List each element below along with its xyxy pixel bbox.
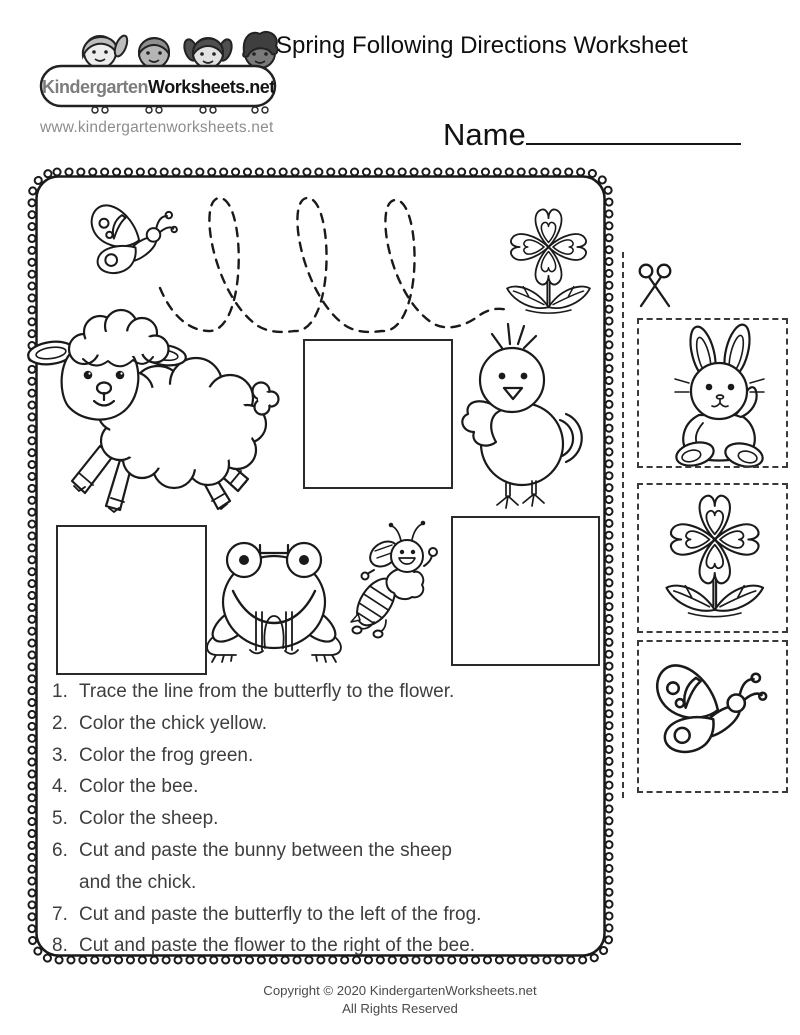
scissors-icon bbox=[640, 265, 671, 306]
instruction-item-8: 8. Cut and paste the flower to the right of the bee. bbox=[52, 935, 476, 957]
logo-text-kindergarten: Kindergarten bbox=[42, 77, 149, 97]
name-row bbox=[443, 112, 741, 153]
paste-box-right bbox=[451, 516, 600, 666]
instruction-item-2: 2. Color the chick yellow. bbox=[52, 712, 267, 734]
instruction-item-6: 6. Cut and paste the bunny between the sheep and the chick. bbox=[52, 839, 452, 893]
website-url: www.kindergartenworksheets.net bbox=[40, 119, 274, 136]
cutout-box-bunny bbox=[637, 318, 788, 468]
instruction-list bbox=[52, 676, 610, 962]
vertical-cut-line bbox=[622, 252, 624, 798]
name-label: Name bbox=[443, 117, 526, 152]
instruction-item-7: 7. Cut and paste the butterfly to the left of the frog. bbox=[52, 903, 482, 925]
logo-text-worksheets: Worksheets.net bbox=[148, 77, 275, 97]
instruction-item-4: 4. Color the bee. bbox=[52, 776, 199, 798]
instruction-item-5: 5. Color the sheep. bbox=[52, 808, 219, 830]
cutout-box-flower bbox=[637, 483, 788, 633]
footer bbox=[0, 982, 800, 1018]
copyright-text: Copyright © 2020 KindergartenWorksheets.net bbox=[263, 983, 537, 998]
paste-box-left bbox=[56, 525, 207, 675]
page-title: Spring Following Directions Worksheet bbox=[276, 32, 688, 59]
instruction-item-1: 1. Trace the line from the butterfly to the flower. bbox=[52, 681, 455, 702]
logo-wordmark bbox=[42, 70, 274, 104]
instruction-item-3: 3. Color the frog green. bbox=[52, 744, 254, 766]
rights-text: All Rights Reserved bbox=[342, 1001, 458, 1016]
paste-box-center bbox=[303, 339, 453, 489]
name-blank-line bbox=[526, 112, 741, 145]
cutout-box-butterfly bbox=[637, 640, 788, 793]
